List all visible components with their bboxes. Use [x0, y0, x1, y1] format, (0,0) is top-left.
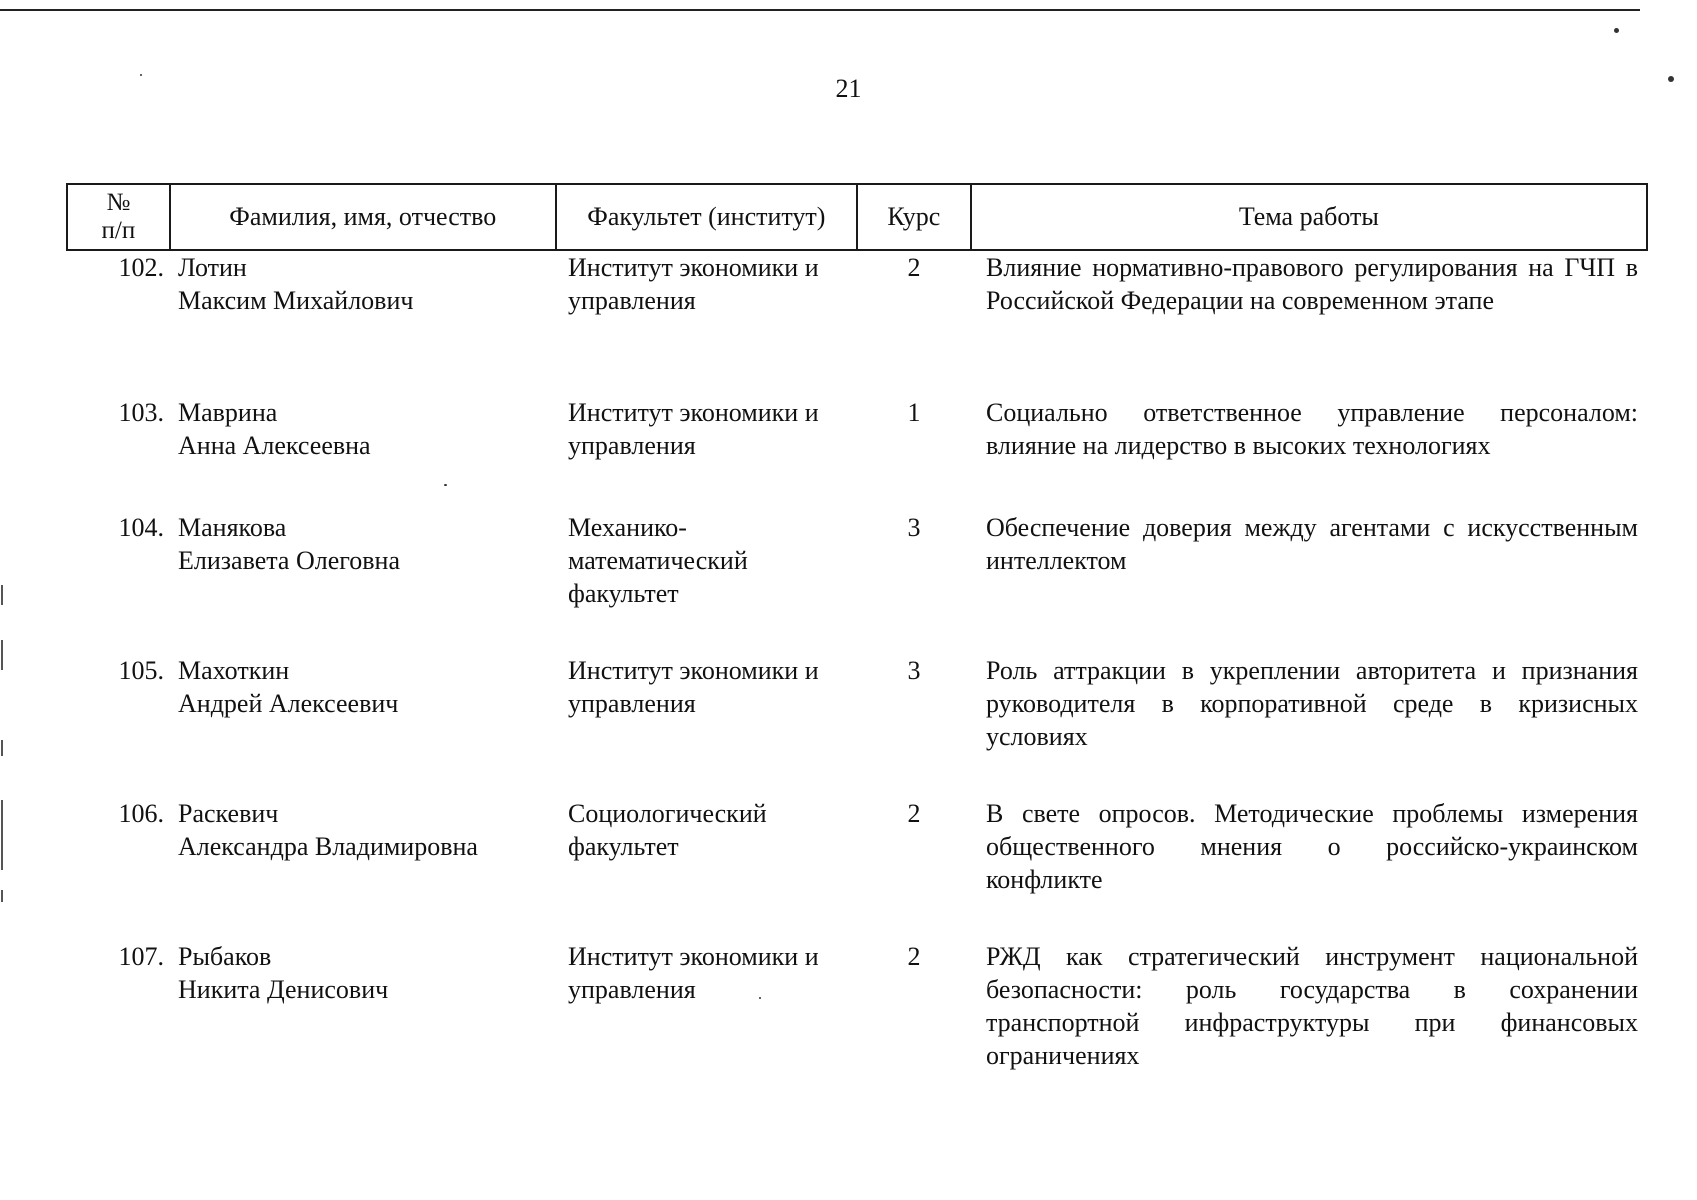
faculty-line: математический: [568, 546, 748, 575]
course: 3: [907, 656, 921, 685]
student-given-names: Александра Владимировна: [178, 832, 478, 861]
topic: Влияние нормативно-правового регулирования на ГЧП в Российской Федерации на современном этапе: [986, 253, 1638, 315]
faculty: [568, 251, 868, 317]
page-number: 21: [835, 74, 862, 103]
scan-speck: [1668, 76, 1674, 82]
header-number: [68, 185, 171, 249]
header-number-symbol: №: [106, 189, 131, 216]
header-course: Курс: [858, 185, 972, 249]
student-given-names: Елизавета Олеговна: [178, 546, 401, 575]
course: 2: [907, 253, 921, 282]
scan-speck: [140, 74, 142, 76]
row-number: 107.: [118, 942, 164, 971]
topic: РЖД как стратегический инструмент национальной безопасности: роль государства в сохранении транспортной инфраструктуры при финансовых ограничениях: [986, 942, 1638, 1070]
course: 2: [907, 799, 921, 828]
faculty-line: управления: [568, 286, 696, 315]
row-number: 105.: [118, 656, 164, 685]
course: 2: [907, 942, 921, 971]
row-number: 103.: [118, 398, 164, 427]
student-given-names: Никита Денисович: [178, 975, 389, 1004]
topic: Обеспечение доверия между агентами с искусственным интеллектом: [986, 513, 1638, 575]
faculty-line: управления: [568, 975, 696, 1004]
faculty-line: управления: [568, 689, 696, 718]
topic: Социально ответственное управление персоналом: влияние на лидерство в высоких технологиях: [986, 398, 1638, 460]
faculty-line: факультет: [568, 579, 679, 608]
student-given-names: Анна Алексеевна: [178, 431, 371, 460]
top-rule: [0, 9, 1640, 11]
student-name: [178, 251, 548, 317]
faculty-line: Институт экономики и: [568, 253, 819, 282]
faculty-line: Механико-: [568, 513, 687, 542]
topic: В свете опросов. Методические проблемы измерения общественного мнения о российско-украинском конфликте: [986, 799, 1638, 894]
topic: Роль аттракции в укреплении авторитета и признания руководителя в корпоративной среде в кризисных условиях: [986, 656, 1638, 751]
scan-edge-mark: [1, 800, 3, 870]
faculty-line: Социологический: [568, 799, 767, 828]
student-name: [178, 511, 548, 577]
student-surname: Лотин: [178, 253, 247, 282]
header-name: Фамилия, имя, отчество: [171, 185, 557, 249]
faculty: [568, 511, 868, 610]
header-faculty: Факультет (институт): [557, 185, 858, 249]
row-number: 106.: [118, 799, 164, 828]
student-name: [178, 654, 548, 720]
student-surname: Махоткин: [178, 656, 290, 685]
scan-edge-mark: [1, 740, 3, 756]
scan-edge-mark: [1, 890, 3, 902]
header-topic: Тема работы: [1238, 202, 1379, 231]
faculty-line: Институт экономики и: [568, 656, 819, 685]
faculty-line: Институт экономики и: [568, 942, 819, 971]
faculty-line: Институт экономики и: [568, 398, 819, 427]
student-surname: Манякова: [178, 513, 287, 542]
table-header: [66, 183, 1648, 251]
course: 1: [907, 398, 921, 427]
student-surname: Маврина: [178, 398, 278, 427]
course: 3: [907, 513, 921, 542]
row-number: 104.: [118, 513, 164, 542]
student-name: [178, 940, 548, 1006]
faculty-line: управления: [568, 431, 696, 460]
faculty-line: факультет: [568, 832, 679, 861]
student-given-names: Андрей Алексеевич: [178, 689, 399, 718]
scan-speck: [1614, 28, 1619, 33]
student-name: [178, 797, 548, 863]
scan-edge-mark: [1, 640, 3, 670]
faculty: [568, 396, 868, 462]
student-name: [178, 396, 548, 462]
row-number: 102.: [118, 253, 164, 282]
scan-edge-mark: [1, 585, 3, 605]
scan-speck: [759, 997, 761, 999]
scan-speck: [444, 484, 447, 486]
faculty: [568, 940, 868, 1006]
faculty: [568, 797, 868, 863]
faculty: [568, 654, 868, 720]
student-surname: Рыбаков: [178, 942, 272, 971]
student-given-names: Максим Михайлович: [178, 286, 414, 315]
student-surname: Раскевич: [178, 799, 279, 828]
header-number-abbr: п/п: [101, 217, 136, 244]
